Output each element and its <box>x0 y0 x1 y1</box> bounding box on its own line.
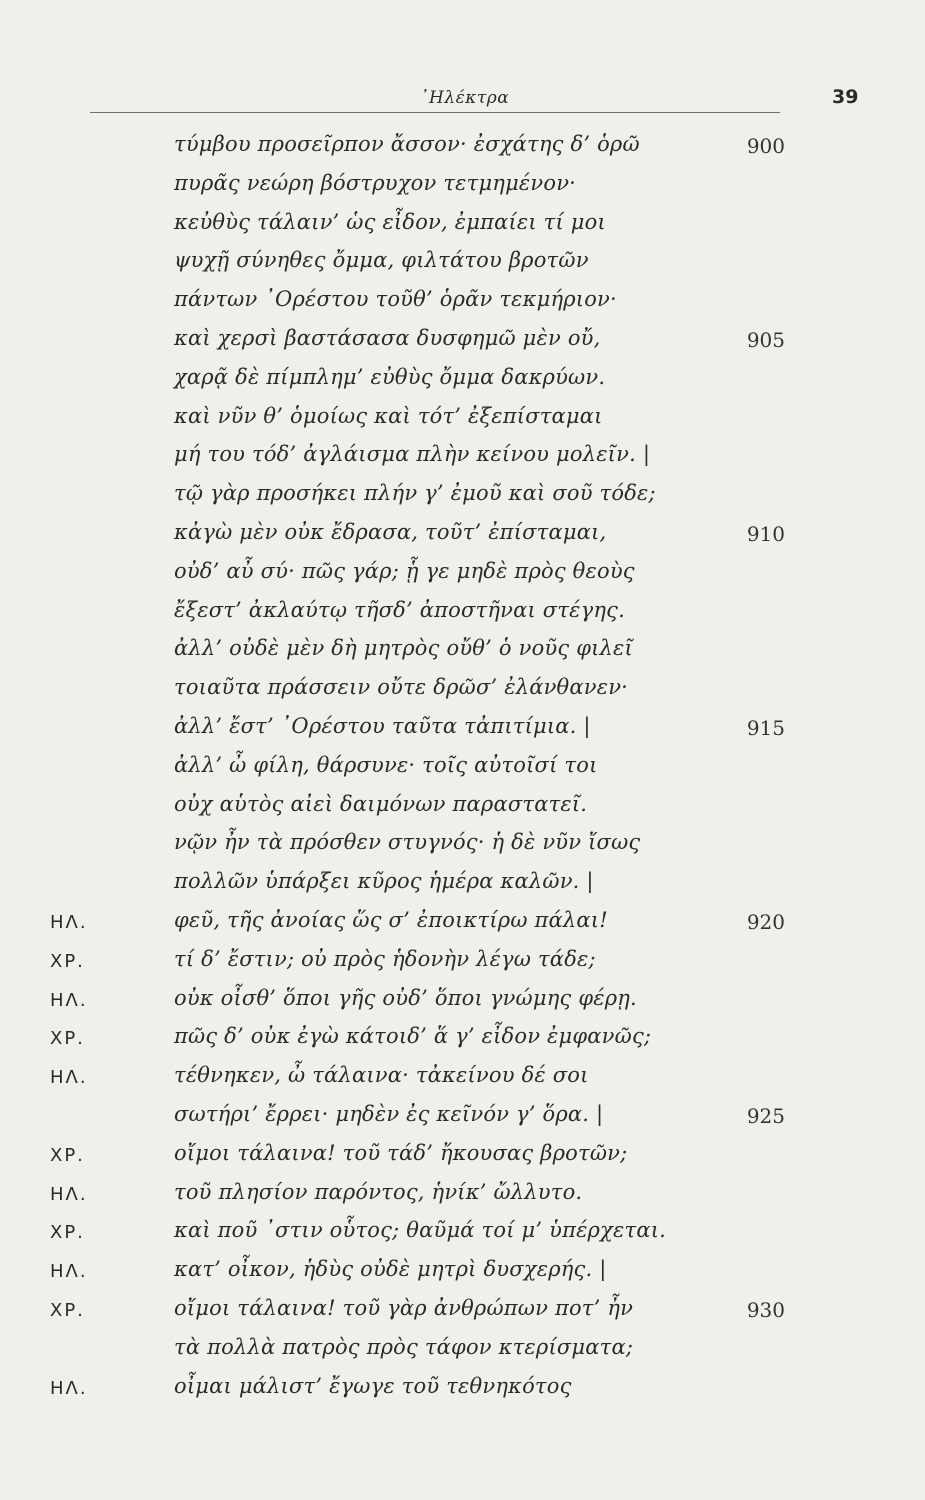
verse-text-line: ψυχῇ σύνηθες ὄμμα, φιλτάτου βροτῶν <box>174 248 589 273</box>
verse-line <box>0 128 925 167</box>
verse-text-line: τὰ πολλὰ πατρὸς πρὸς τάφον κτερίσματα; <box>174 1334 634 1359</box>
verse-line <box>0 1214 925 1253</box>
verse-line <box>0 1370 925 1409</box>
verse-line <box>0 594 925 633</box>
verse-text-line: καὶ ποῦ ᾿στιν οὗτος; θαῦμά τοί μ’ ὑπέρχεται. <box>174 1218 667 1243</box>
verse-text-line: πῶς δ’ οὐκ ἐγὼ κάτοιδ’ ἅ γ’ εἶδον ἐμφανῶς; <box>174 1024 652 1049</box>
verse-text-line: ἀλλ’ ἔστ’ ᾿Ορέστου ταῦτα τἀπιτίμια. | <box>174 713 591 738</box>
verse-text-line: τῷ γὰρ προσήκει πλήν γ’ ἐμοῦ καὶ σοῦ τόδε; <box>174 481 656 506</box>
verse-line <box>0 1176 925 1215</box>
verse-line <box>0 671 925 710</box>
line-number: 900 <box>746 134 785 158</box>
verse-text-line: πάντων ᾿Ορέστου τοῦθ’ ὁρᾶν τεκμήριον· <box>174 287 617 312</box>
verse-text-line: τοιαῦτα πράσσειν οὔτε δρῶσ’ ἐλάνθανεν· <box>174 675 629 700</box>
speaker-label: ΗΛ. <box>50 911 88 933</box>
speaker-label: ΧΡ. <box>50 950 85 972</box>
speaker-label: ΗΛ. <box>50 1377 88 1399</box>
verse-text-line: οὐχ αὑτὸς αἰεὶ δαιμόνων παραστατεῖ. <box>174 791 588 816</box>
verse-text-line: ἀλλ’ ὦ φίλη, θάρσυνε· τοῖς αὐτοῖσί τοι <box>174 752 598 777</box>
verse-text-line: σωτήρι’ ἔρρει· μηδὲν ἐς κεῖνόν γ’ ὅρα. | <box>174 1101 604 1126</box>
speaker-label: ΧΡ. <box>50 1299 85 1321</box>
verse-text-line: τί δ’ ἔστιν; οὐ πρὸς ἡδονὴν λέγω τάδε; <box>174 946 596 971</box>
verse-text-line: νῷν ἦν τὰ πρόσθεν στυγνός· ἡ δὲ νῦν ἴσως <box>174 830 641 855</box>
verse-text-line: οἴμοι τάλαινα! τοῦ τάδ’ ἤκουσας βροτῶν; <box>174 1140 628 1165</box>
verse-line <box>0 826 925 865</box>
verse-text-line: κατ’ οἶκον, ἡδὺς οὐδὲ μητρὶ δυσχερής. | <box>174 1257 607 1282</box>
speaker-label: ΧΡ. <box>50 1222 85 1244</box>
verse-line <box>0 632 925 671</box>
verse-text-line: χαρᾷ δὲ πίμπλημ’ εὐθὺς ὄμμα δακρύων. <box>174 364 606 389</box>
speaker-label: ΧΡ. <box>50 1028 85 1050</box>
verse-text-line: καὶ χερσὶ βαστάσασα δυσφημῶ μὲν οὔ, <box>174 325 601 350</box>
verse-text-line: οὐδ’ αὖ σύ· πῶς γάρ; ᾗ γε μηδὲ πρὸς θεοὺς <box>174 558 635 583</box>
line-number: 920 <box>746 909 785 934</box>
verse-line <box>0 516 925 555</box>
running-title: ᾿Ηλέκτρα <box>420 88 510 108</box>
verse-line <box>0 361 925 400</box>
verse-text-line: τέθνηκεν, ὦ τάλαινα· τἀκείνου δέ σοι <box>174 1063 589 1088</box>
verse-line <box>0 943 925 982</box>
speaker-label: ΗΛ. <box>50 1067 88 1089</box>
verse-line <box>0 167 925 206</box>
running-header <box>80 80 859 110</box>
verse-line <box>0 322 925 361</box>
verse-line <box>0 788 925 827</box>
verse-text-line: τύμβου προσεῖρπον ἄσσον· ἐσχάτης δ’ ὁρῶ <box>174 132 640 156</box>
line-number: 910 <box>746 521 785 546</box>
speaker-label: ΗΛ. <box>50 1261 88 1283</box>
verse-line <box>0 865 925 904</box>
verse-text-line: πυρᾶς νεώρη βόστρυχον τετμημένον· <box>174 170 577 195</box>
verse-text-line: ἀλλ’ οὐδὲ μὲν δὴ μητρὸς οὔθ’ ὁ νοῦς φιλεῖ <box>174 636 633 661</box>
verse-text-line: ἔξεστ’ ἀκλαύτῳ τῆσδ’ ἀποστῆναι στέγης. <box>174 597 625 622</box>
page-number: 39 <box>832 86 859 108</box>
speaker-label: ΗΛ. <box>50 989 88 1011</box>
speaker-label: ΧΡ. <box>50 1144 85 1166</box>
verse-line <box>0 710 925 749</box>
verse-line <box>0 749 925 788</box>
verse-text-line: πολλῶν ὑπάρξει κῦρος ἡμέρα καλῶν. | <box>174 869 594 894</box>
verse-line <box>0 1020 925 1059</box>
header-rule <box>90 112 780 113</box>
line-number: 905 <box>746 327 785 352</box>
verse-line <box>0 1098 925 1137</box>
verse-text-line: κἀγὼ μὲν οὐκ ἔδρασα, τοῦτ’ ἐπίσταμαι, <box>174 519 607 544</box>
verse-line <box>0 206 925 245</box>
verse-line <box>0 400 925 439</box>
verse-line <box>0 244 925 283</box>
verse-text-line: φεῦ, τῆς ἀνοίας ὥς σ’ ἐποικτίρω πάλαι! <box>174 907 608 932</box>
verse-text-line: κεὐθὺς τάλαιν’ ὡς εἶδον, ἐμπαίει τί μοι <box>174 209 606 234</box>
verse-text-line: οἴμοι τάλαινα! τοῦ γὰρ ἀνθρώπων ποτ’ ἦν <box>174 1295 634 1320</box>
verse-text <box>0 128 925 1408</box>
verse-text-line: οἶμαι μάλιστ’ ἔγωγε τοῦ τεθνηκότος <box>174 1373 572 1398</box>
verse-line <box>0 904 925 943</box>
speaker-label: ΗΛ. <box>50 1183 88 1205</box>
verse-line <box>0 982 925 1021</box>
verse-line <box>0 1059 925 1098</box>
verse-text-line: οὐκ οἶσθ’ ὅποι γῆς οὐδ’ ὅποι γνώμης φέρῃ. <box>174 985 637 1010</box>
line-number: 915 <box>746 715 785 740</box>
verse-line <box>0 555 925 594</box>
verse-line <box>0 477 925 516</box>
verse-line <box>0 1292 925 1331</box>
verse-line <box>0 1137 925 1176</box>
verse-text-line: καὶ νῦν θ’ ὁμοίως καὶ τότ’ ἐξεπίσταμαι <box>174 403 603 428</box>
verse-line <box>0 1331 925 1370</box>
verse-text-line: μή του τόδ’ ἀγλάισμα πλὴν κείνου μολεῖν. | <box>174 442 651 467</box>
line-number: 930 <box>746 1297 785 1322</box>
verse-text-line: τοῦ πλησίον παρόντος, ἡνίκ’ ὤλλυτο. <box>174 1179 583 1204</box>
line-number: 925 <box>746 1103 785 1128</box>
verse-line <box>0 1253 925 1292</box>
verse-line <box>0 438 925 477</box>
verse-line <box>0 283 925 322</box>
